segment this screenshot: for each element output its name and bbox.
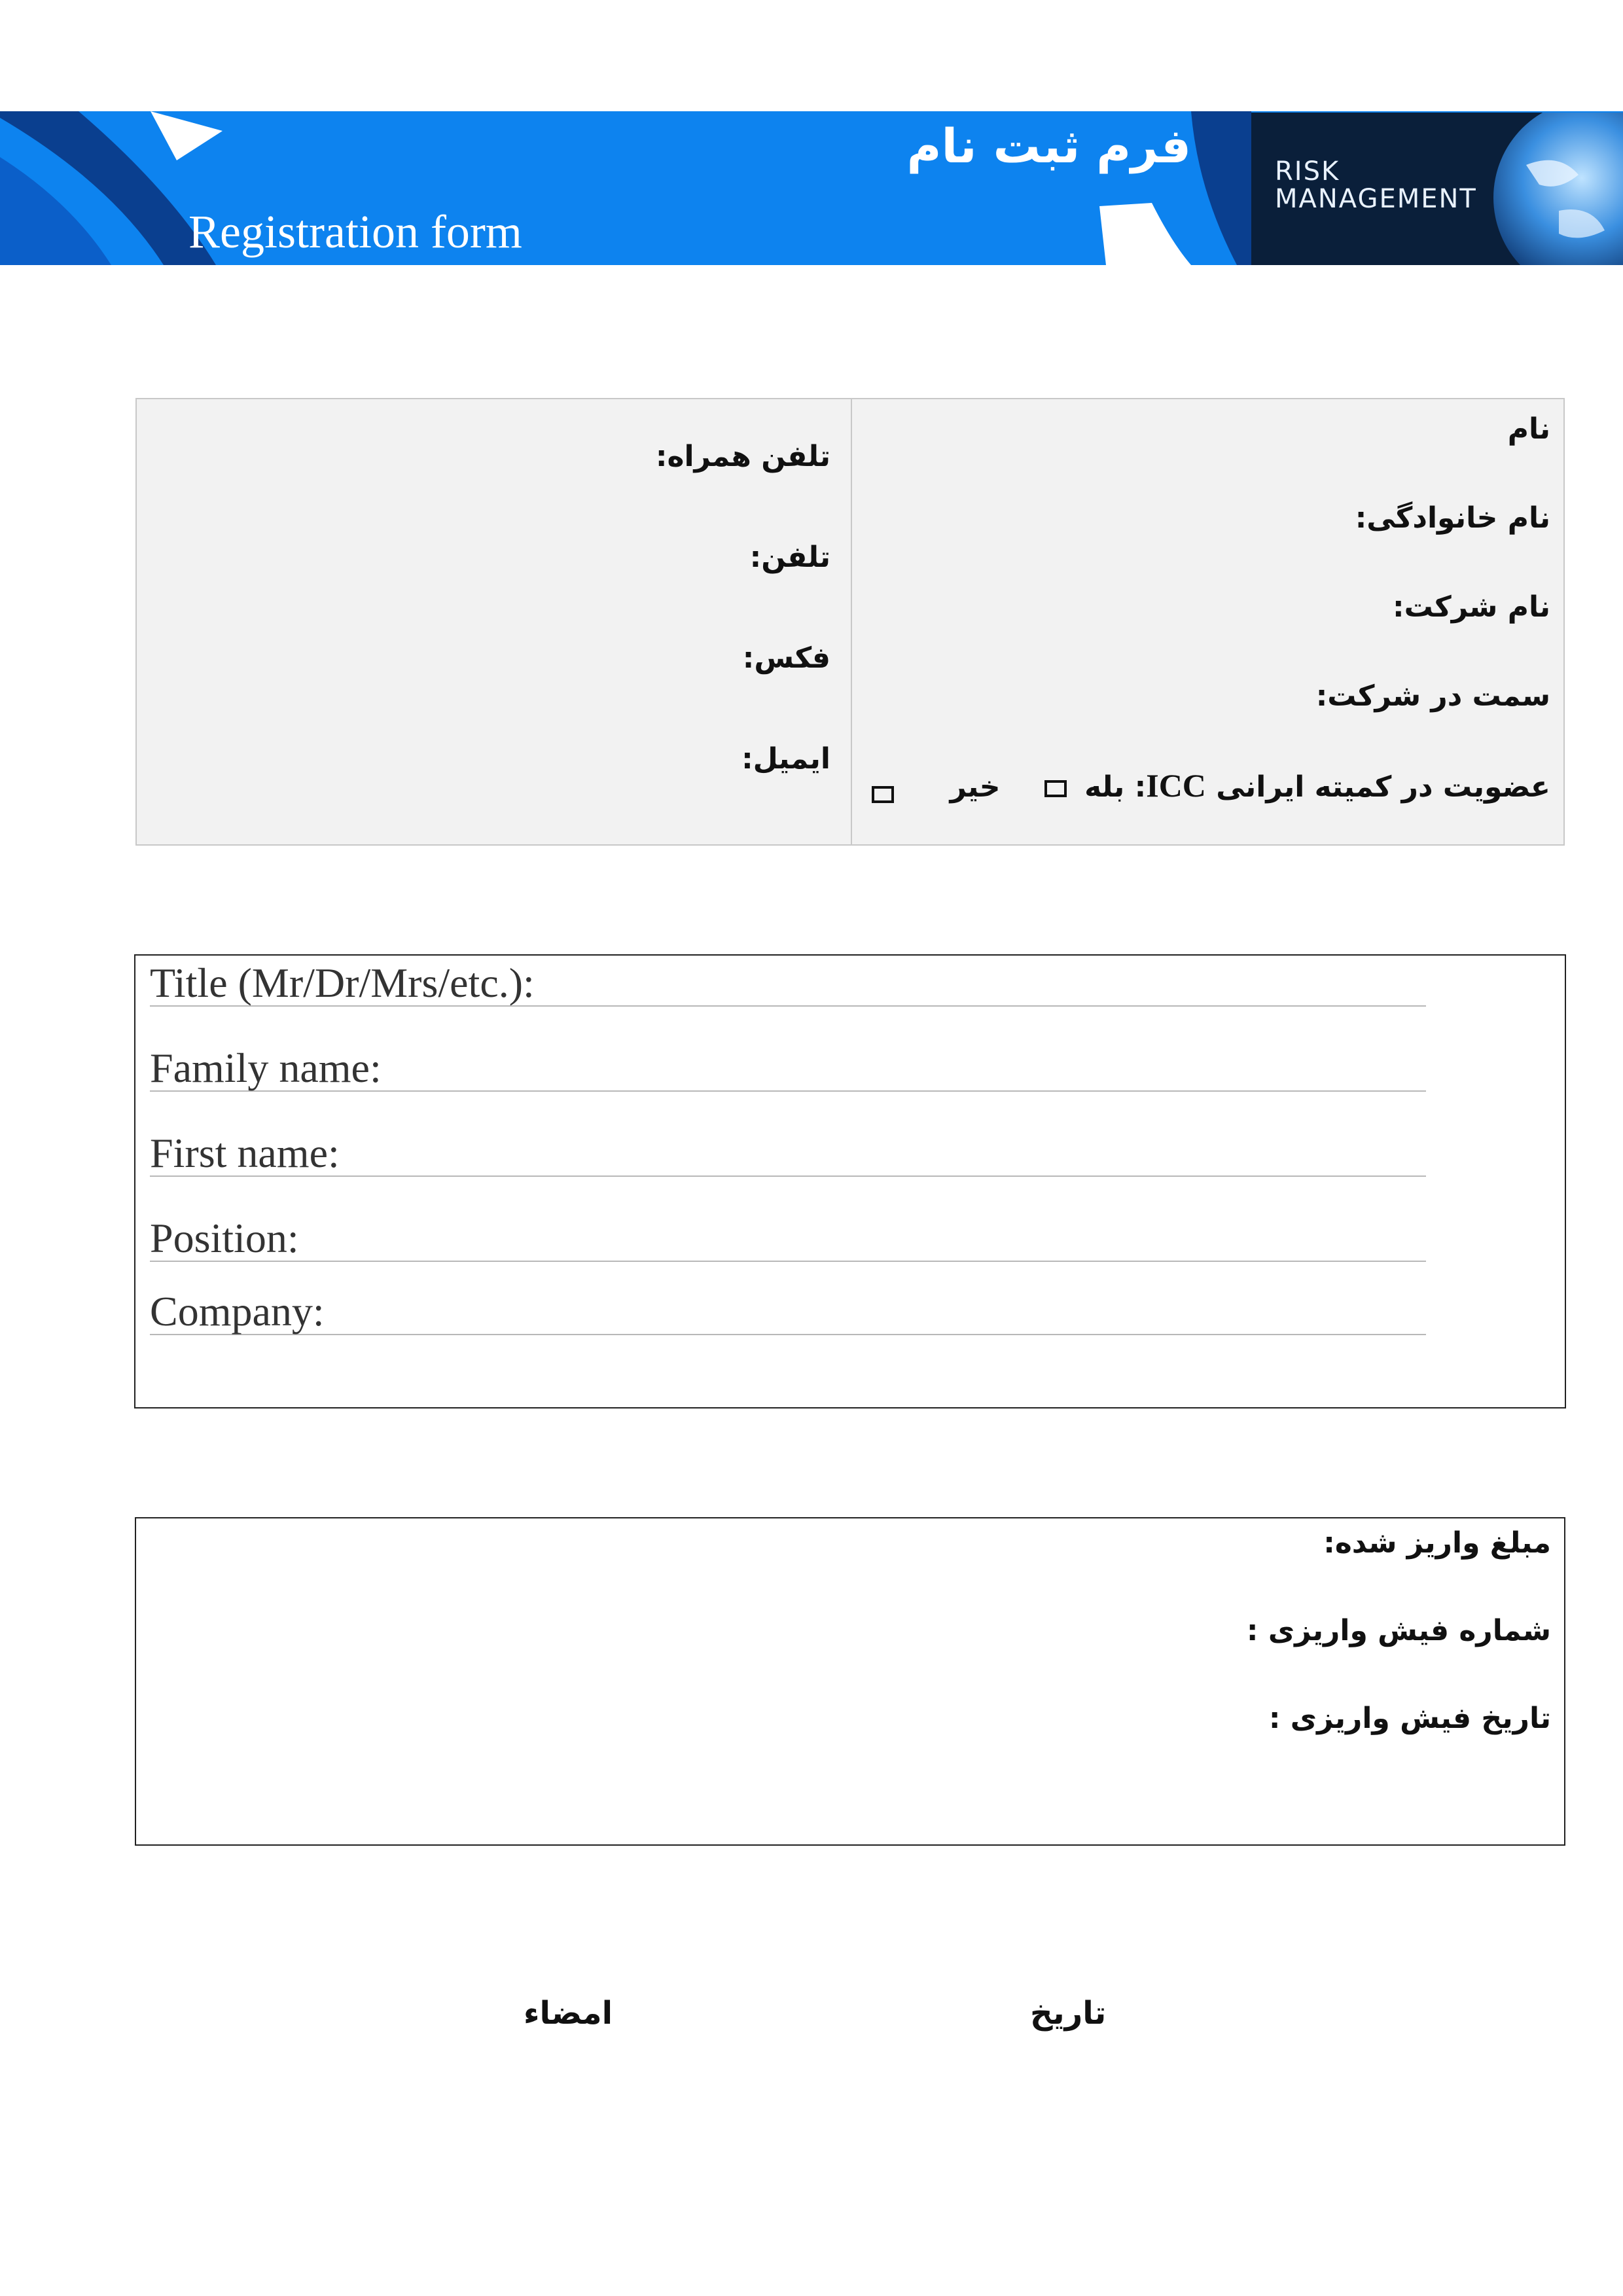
logo-line-management: MANAGEMENT [1275,184,1477,214]
payment-details-box [135,1517,1565,1846]
yes-checkbox[interactable] [1044,780,1067,797]
risk-management-logo [1251,113,1623,265]
registration-form-title: Registration form [188,206,522,258]
company-name-label: نام شرکت: [1392,590,1550,624]
amount-paid-label: مبلغ واریز شده: [1323,1526,1551,1560]
receipt-date-label: تاریخ فیش واریزی : [1268,1702,1551,1735]
date-label: تاریخ [1030,1995,1107,2032]
icc-code: ICC [1146,767,1206,804]
column-divider [851,399,852,844]
position-label: سمت در شرکت: [1315,679,1550,713]
title-field[interactable]: Title (Mr/Dr/Mrs/etc.): [150,962,1426,1007]
icc-membership-row [864,766,1550,805]
position-field[interactable]: Position: [150,1217,1426,1262]
icc-yes-label: : بله [1084,770,1147,804]
icc-no-label: خیر [950,770,1001,804]
email-label: ایمیل: [741,742,830,776]
first-name-label: نام [1507,412,1550,446]
family-name-label: نام خانوادگی: [1355,501,1550,535]
mobile-phone-label: تلفن همراه: [655,440,830,473]
no-checkbox[interactable] [872,786,894,803]
icc-membership-prefix: عضویت در کمیته ایرانی [1205,770,1550,804]
phone-label: تلفن: [749,541,830,574]
family-name-field[interactable]: Family name: [150,1047,1426,1092]
logo-text [1275,158,1477,213]
persian-form-title: فرم ثبت نام [906,118,1191,173]
receipt-number-label: شماره فیش واریزی : [1246,1614,1551,1647]
logo-line-risk: RISK [1275,156,1340,187]
english-details-box [134,954,1566,1408]
signature-label: امضاء [524,1995,613,2032]
first-name-field[interactable]: First name: [150,1132,1426,1177]
fax-label: فکس: [742,641,830,675]
personal-info-table [135,398,1565,846]
company-field[interactable]: Company: [150,1291,1426,1335]
